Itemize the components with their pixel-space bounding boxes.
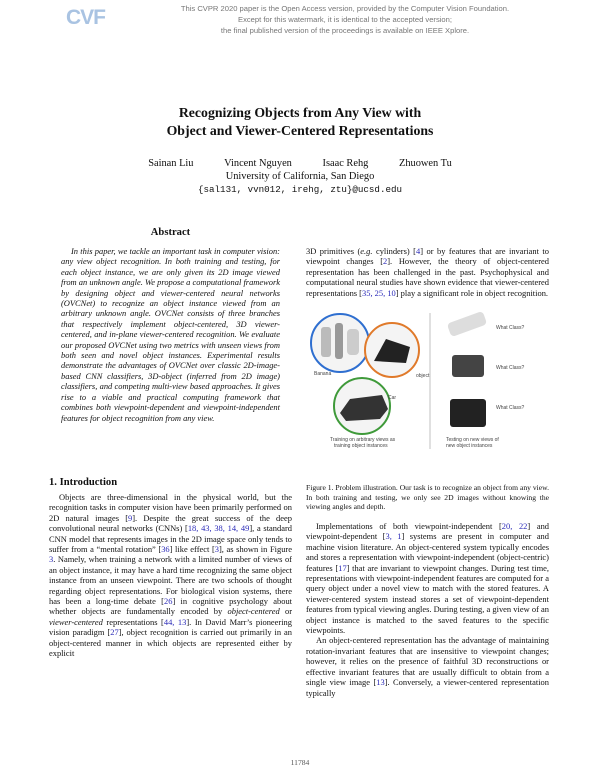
- affiliation: University of California, San Diego: [225, 171, 375, 182]
- citation-link[interactable]: 4: [415, 246, 421, 256]
- introduction-body: [49, 492, 292, 659]
- figure-label: Testing on new views of: [446, 437, 499, 443]
- figure-problem-illustration: [306, 309, 551, 455]
- author: Sainan Liu: [148, 158, 194, 169]
- figure-label: Banana: [314, 371, 332, 377]
- figure-label: Car: [388, 395, 397, 401]
- page-number: 11784: [290, 758, 310, 767]
- citation-link[interactable]: 44, 13: [163, 616, 187, 627]
- citation-link[interactable]: 36: [161, 544, 170, 555]
- figure-label: new object instances: [446, 443, 493, 449]
- citation-link[interactable]: 17: [338, 562, 347, 573]
- figure-link[interactable]: 3: [49, 554, 54, 565]
- cvf-logo: CVF: [66, 6, 105, 29]
- citation-link[interactable]: 35, 25, 10: [362, 287, 396, 298]
- open-access-watermark: [150, 3, 540, 36]
- paragraph: An object-centered representation has the advantage of maintaining rotation-invariant features that are insensitive to viewpoint changes; however, it relies on the presence of faithful 3D reconstructions or effective invariant features that are usually difficult to obtain from a single view image [13]. Conversely, a viewer-centered representation typically: [306, 635, 549, 698]
- right-column-body: [306, 521, 549, 698]
- object-image: [347, 329, 359, 355]
- author-emails: {sal131, vvn012, irehg, ztu}@ucsd.edu: [198, 184, 402, 195]
- figure-label: Training on arbitrary views as: [330, 437, 396, 443]
- citation-link[interactable]: 18, 43, 38, 14, 49: [187, 523, 250, 534]
- figure-label: What Class?: [496, 365, 525, 371]
- title-line-2: Object and Viewer-Centered Representations: [166, 123, 434, 138]
- test-object-image: [447, 311, 487, 337]
- object-image: [335, 323, 343, 359]
- author: Zhuowen Tu: [398, 158, 452, 169]
- figure-label: What Class?: [496, 325, 525, 331]
- author-block: [0, 157, 600, 196]
- citation-link[interactable]: 3: [214, 544, 219, 555]
- author: Isaac Rehg: [322, 158, 369, 169]
- figure-caption: Figure 1. Problem illustration. Our task is to recognize an object from any view. In both training and testing, we only see 2D images without knowing the viewing angles and depth.: [306, 483, 549, 512]
- watermark-line: the final published version of the proceedings is available on IEEE Xplore.: [220, 26, 470, 35]
- paragraph: Implementations of both viewpoint-independent [20, 22] and viewpoint-dependent [3, 1] systems are present in computer and machine vision literature. An object-centered system typically encodes and stores a representation with viewpoint-independent (object-centric) features [17] that are invariant to viewpoint changes. During test time, representations with viewpoint-independent features are computed for a query object under a novel view to match with the stored features. A viewer-centered system instead stores a set of viewpoint-dependent features from typical viewing angles. During testing, a given view of an object instance is matched to the saved features to the specific viewpoints.: [306, 521, 550, 636]
- introduction-heading: 1. Introduction: [49, 477, 118, 488]
- citation-link[interactable]: 2: [383, 256, 388, 267]
- author-list: [0, 157, 600, 170]
- figure-label: object: [416, 373, 430, 379]
- object-image: [321, 327, 331, 357]
- citation-link[interactable]: 20, 22: [501, 521, 528, 531]
- citation-link[interactable]: 3, 1: [385, 531, 402, 542]
- watermark-line: This CVPR 2020 paper is the Open Access version, provided by the Computer Vision Foundation.: [180, 4, 510, 13]
- abstract-text: In this paper, we tackle an important task in computer vision: any view object recognition. In both training and testing, for each object instance, we are only given its 2D image viewed from an unknown angle. We propose a computational framework by designing object and viewer-centered neural networks (OVCNet) to recognize an object instance viewed from an arbitrary unknown angle. OVCNet consists of three branches that respectively implement object-centered, 3D viewer-centered, and in-plane viewer-centered recognition. We evaluate our proposed OVCNet using two metrics with unseen views from both seen and novel object instances. Experimental results demonstrate the advantages of OVCNet over classic 2D-image-based CNN classifiers, 3D-object (inferred from 2D image) classifiers, and competing multi-view based approaches. It gives rise to a viable and practical computing framework that combines both viewpoint-dependent and viewpoint-independent features for object recognition from any view.: [61, 246, 280, 423]
- citation-link[interactable]: 9: [128, 512, 133, 523]
- paper-title: [0, 104, 600, 140]
- title-line-1: Recognizing Objects from Any View with: [178, 105, 422, 120]
- test-object-image: [450, 399, 486, 427]
- test-object-image: [452, 355, 484, 377]
- right-column-top: [306, 246, 549, 298]
- citation-link[interactable]: 27: [110, 627, 119, 638]
- citation-link[interactable]: 13: [376, 677, 385, 688]
- paragraph: 3D primitives (e.g. cylinders) [4] or by features that are invariant to viewpoint changes [2]. However, the theory of object-centered representation has been challenged in the past. Psychophysical and computational neural studies have shown evidence that viewer-centered representations [35, 25, 10] play a significant role in object recognition.: [306, 246, 549, 298]
- paragraph: Objects are three-dimensional in the physical world, but the recognition tasks in computer vision have been primarily performed on 2D natural images [9]. Despite the great success of the deep convolutional neural networks (CNNs) [18, 43, 38, 14, 49], a standard CNN model that represents images in the 2D image space only tends to suffer from a “mental rotation” [36] like effect [3], as shown in Figure 3. Namely, when training a network with a limited number of views of an object instance, it may have a hard time recognizing the same object instance from an unseen viewpoint. There are two schools of thought regarding object representations. For biological vision systems, there has been a long-time debate [26] in cognitive psychology about whether objects are fundamentally encoded by object-centered or viewer-centered representations [44, 13]. In David Marr’s pioneering vision paradigm [27], object recognition is carried out primarily in an object-centered manner in which objects are represented either by explicit: [49, 492, 293, 659]
- figure-label: training object instances: [334, 443, 388, 449]
- author: Vincent Nguyen: [224, 158, 292, 169]
- abstract-heading: Abstract: [150, 227, 191, 238]
- watermark-line: Except for this watermark, it is identical to the accepted version;: [238, 15, 452, 24]
- citation-link[interactable]: 26: [164, 596, 173, 607]
- figure-label: What Class?: [496, 405, 525, 411]
